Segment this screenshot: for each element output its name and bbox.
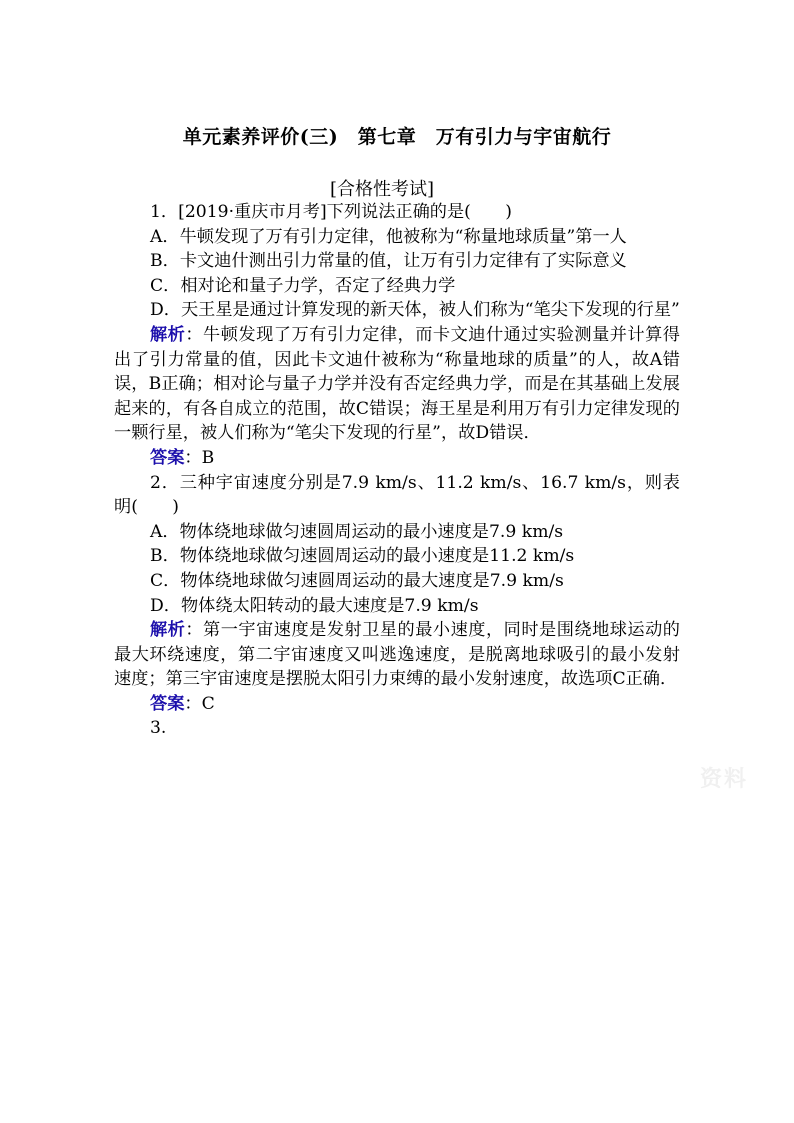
question-2-option-d: D．物体绕太阳转动的最大速度是7.9 km/s [150, 595, 479, 616]
question-1-analysis [114, 323, 680, 446]
question-1-option-d: D．天王星是通过计算发现的新天体，被人们称为“笔尖下发现的行星” [150, 300, 680, 321]
watermark: 资料 [700, 767, 749, 792]
question-1-option-c: C．相对论和量子力学，否定了经典力学 [150, 275, 456, 296]
question-1-option-a: A．牛顿发现了万有引力定律，他被称为“称量地球质量”第一人 [150, 226, 627, 247]
analysis-text: ：第一宇宙速度是发射卫星的最小速度，同时是围绕地球运动的最大环绕速度，第二宇宙速度又叫逃逸速度，是脱离地球吸引的最小发射速度；第三宇宙速度是摆脱太阳引力束缚的最小发射速度，故选项C正确． [114, 620, 680, 690]
analysis-text: ：牛顿发现了万有引力定律，而卡文迪什通过实验测量并计算得出了引力常量的值，因此卡文迪什被称为“称量地球的质量”的人，故A错误，B正确；相对论与量子力学并没有否定经典力学，而是在其基础上发展起来的，有各自成立的范围，故C错误；海王星是利用万有引力定律发现的一颗行星，被人们称为“笔尖下发现的行星”，故D错误． [114, 324, 680, 444]
analysis-label: 解析 [150, 324, 186, 345]
document-body [114, 200, 680, 741]
answer-text: ：C [184, 693, 215, 714]
question-2-option-b: B．物体绕地球做匀速圆周运动的最小速度是11.2 km/s [150, 546, 575, 567]
question-1-option-b: B．卡文迪什测出引力常量的值，让万有引力定律有了实际意义 [150, 251, 627, 272]
question-3-stem: 3. [150, 718, 167, 739]
answer-label: 答案 [150, 693, 185, 714]
answer-label: 答案 [150, 447, 185, 468]
question-1-answer [114, 446, 680, 471]
question-2-option-a: A．物体绕地球做匀速圆周运动的最小速度是7.9 km/s [150, 521, 564, 542]
page-title: 单元素养评价(三) 第七章 万有引力与宇宙航行 [182, 126, 612, 148]
question-2-option-c: C．物体绕地球做匀速圆周运动的最大速度是7.9 km/s [150, 570, 564, 591]
question-1-stem: 1．[2019·重庆市月考]下列说法正确的是( ) [150, 202, 512, 222]
analysis-label: 解析 [150, 620, 186, 641]
question-2-analysis [114, 618, 680, 692]
question-2-answer [114, 692, 680, 717]
question-2-stem: 2．三种宇宙速度分别是7.9 km/s、11.2 km/s、16.7 km/s，则表明( ) [114, 472, 680, 518]
exam-type-heading: [合格性考试] [330, 179, 435, 200]
answer-text: ：B [184, 447, 215, 468]
